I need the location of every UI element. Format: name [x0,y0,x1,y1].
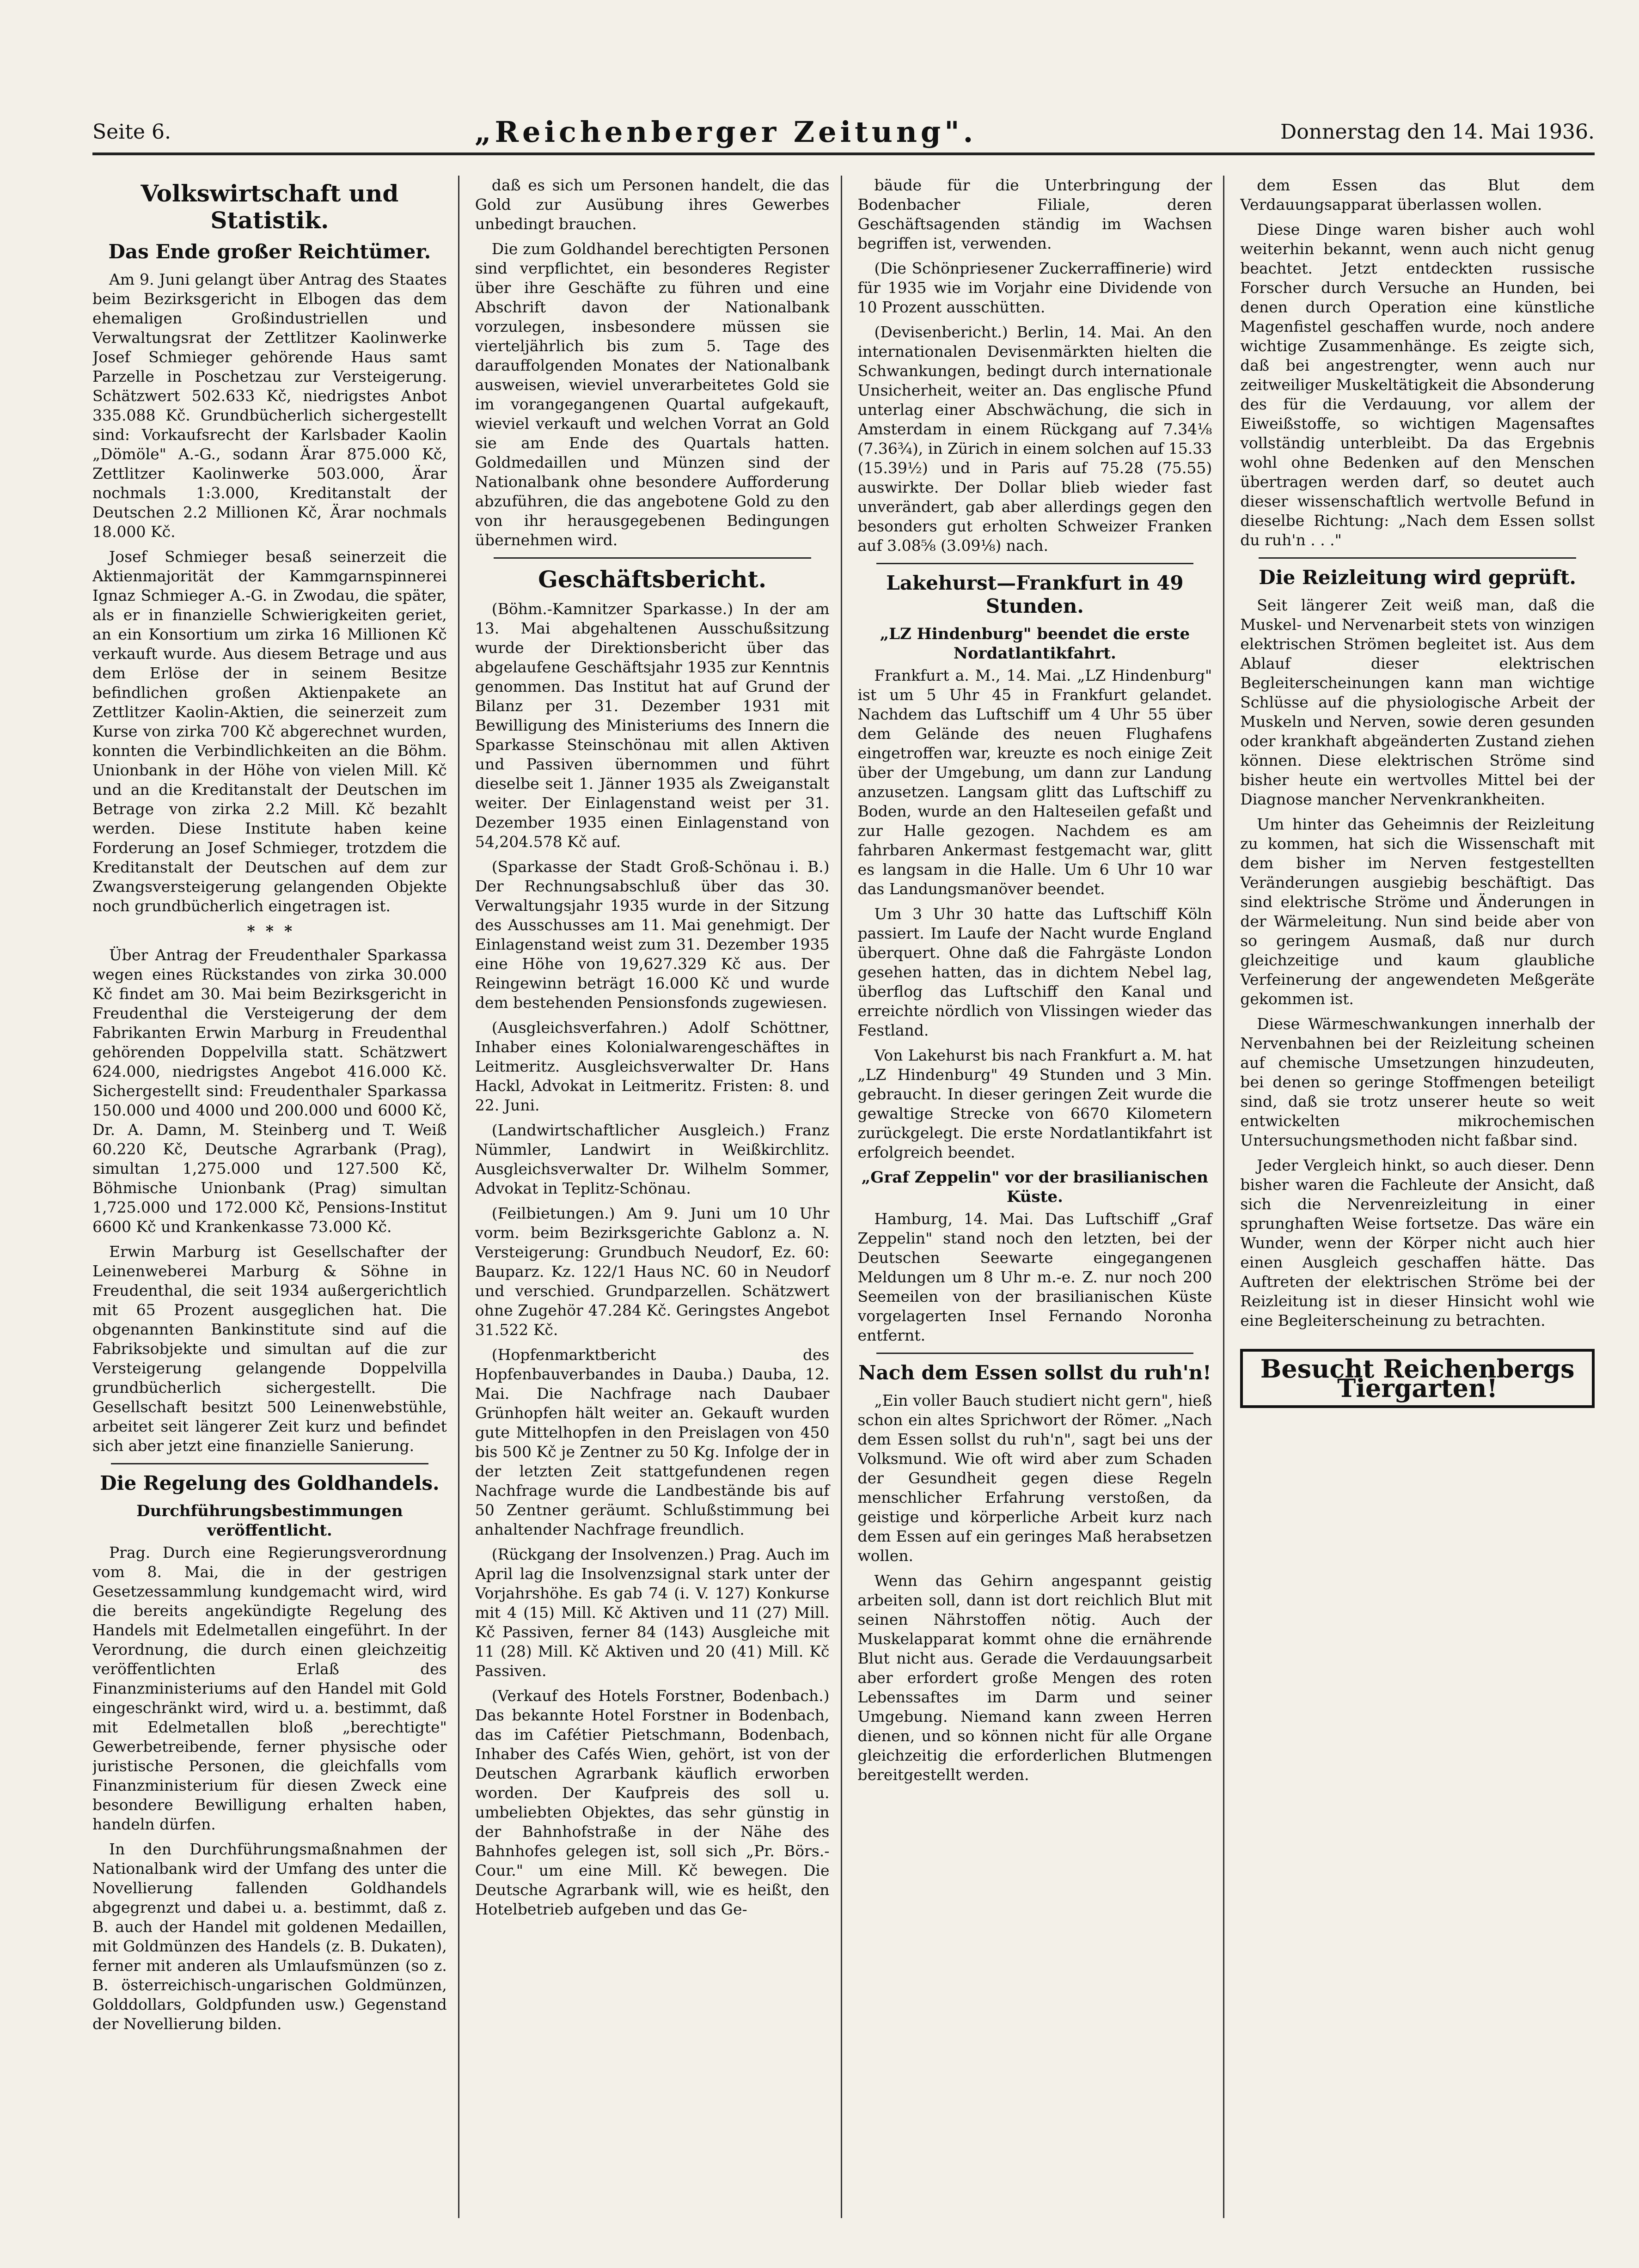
article-paragraph: Frankfurt a. M., 14. Mai. „LZ Hindenburg" ist um 5 Uhr 45 in Frankfurt gelandet. Nachdem das Luftschiff um 4 Uhr 55 über dem Gelände des neuen Flughafens eingetroffen war, kreuzte es noch einige Zeit über der Umgebung, um dann zur Landung anzusetzen. Langsam glitt das Luftschiff zu Boden, wurde an den Halteseilen gefaßt und zur Halle gezogen. Nachdem es am fahrbaren Ankermast festgemacht war, glitt es langsam in die Halle. Um 6 Uhr 10 war das Landungsmanöver beendet. [857,666,1212,898]
divider [1259,557,1576,559]
article-paragraph: Prag. Durch eine Regierungsverordnung vom 8. Mai, die in der gestrigen Gesetzessammlung kundgemacht wird, wird die bereits angekündigte Regelung des Handels mit Edelmetallen eingeführt. In der Verordnung, die durch einen gleichzeitig veröffentlichten Erlaß des Finanzministeriums auf den Handel mit Gold eingeschränkt wird, wird u. a. bestimmt, daß mit Edelmetallen bloß „berechtigte" Gewerbetreibende, ferner physische oder juristische Personen, die gleichfalls vom Finanzministerium für diesen Zweck eine besondere Bewilligung erhalten haben, handeln dürfen. [92,1543,447,1833]
article-paragraph: Über Antrag der Freudenthaler Sparkassa wegen eines Rückstandes von zirka 30.000 Kč findet am 30. Mai beim Bezirksgericht in Freudenthal die Versteigerung der dem Fabrikanten Erwin Marburg in Freudenthal gehörenden Doppelvilla statt. Schätzwert 624.000, niedrigstes Angebot 416.000 Kč. Sichergestellt sind: Freudenthaler Sparkassa 150.000 und 4000 und 200.000 und 6000 Kč, Dr. A. Damn, M. Steinberg und T. Weiß 60.220 Kč, Deutsche Agrarbank (Prag), simultan 1,275.000 und 127.500 Kč, Böhmische Unionbank (Prag) simultan 1,725.000 und 172.000 Kč, Pensions-Institut 6600 Kč und Krankenkasse 73.000 Kč. [92,946,447,1236]
article-paragraph: Von Lakehurst bis nach Frankfurt a. M. hat „LZ Hindenburg" 49 Stunden und 3 Min. gebraucht. In dieser geringen Zeit wurde die gewaltige Strecke von 6670 Kilometern zurückgelegt. Die erste Nordatlantikfahrt ist erfolgreich beendet. [857,1046,1212,1161]
article-paragraph: Um 3 Uhr 30 hatte das Luftschiff Köln passiert. Im Laufe der Nacht wurde England überquert. Ohne daß die Fahrgäste London gesehen hatten, das in dichtem Nebel lag, überflog das Luftschiff den Kanal und erreichte nördlich von Vlissingen wieder das Festland. [857,905,1212,1039]
divider [494,557,811,559]
article-paragraph: bäude für die Unterbringung der Bodenbacher Filiale, deren Geschäftsagenden ständig im Wachsen begriffen ist, verwenden. [857,176,1212,252]
article-paragraph: (Landwirtschaftlicher Ausgleich.) Franz Nümmler, Landwirt in Weißkirchlitz. Ausgleichsverwalter Dr. Wilhelm Sommer, Advokat in Teplitz-Schönau. [475,1121,830,1197]
article-paragraph: Josef Schmieger besaß seinerzeit die Aktienmajorität der Kammgarnspinnerei Ignaz Schmieger A.-G. in Zwodau, die später, als er in finanzielle Schwierigkeiten geriet, an ein Konsortium um zirka 16 Millionen Kč verkauft wurde. Aus diesem Betrage und aus dem Erlöse der in seinem Besitze befindlichen großen Aktienpakete an Zettlitzer Kaolin-Aktien, die seinerzeit zum Kurse von zirka 700 Kč abgerechnet wurden, konnten die Verbindlichkeiten an die Böhm. Unionbank in der Höhe von vielen Mill. Kč und an die Kreditanstalt der Deutschen im Betrage von zirka 2.2 Mill. Kč bezahlt werden. Diese Institute haben keine Forderung an Josef Schmieger, trotzdem die Kreditanstalt der Deutschen auf dem zur Zwangsversteigerung gelangenden Objekte noch grundbücherlich eingetragen ist. [92,548,447,915]
section-divider: * * * [247,922,293,940]
article-paragraph: Um hinter das Geheimnis der Reizleitung zu kommen, hat sich die Wissenschaft mit dem bisher im Nerven festgestellten Veränderungen ausgiebig beschäftigt. Das sind elektrische Ströme und Änderungen in der Wärmeleitung. Nun sind beide aber von so geringem Ausmaß, daß nur durch gleichzeitige und kaum glaubliche Verfeinerung der angewendeten Meßgeräte gekommen ist. [1240,815,1595,1008]
divider [876,1353,1194,1354]
article-paragraph: Seit längerer Zeit weiß man, daß die Muskel- und Nervenarbeit stets von winzigen elektrischen Strömen begleitet ist. Aus dem Ablauf dieser elektrischen Begleiterscheinungen kann man wichtige Schlüsse auf die physiologische Arbeit der Muskeln und Nerven, sowie deren gesunden oder krankhaft abgeänderten Zustand ziehen können. Diese elektrischen Ströme sind bisher heute ein wertvolles Mittel bei der Diagnose mancher Nervenkrankheiten. [1240,596,1595,808]
article-title: Geschäftsbericht. [538,566,767,593]
columns [92,176,1595,2218]
column-3 [858,176,1225,2218]
article-paragraph: Die zum Goldhandel berechtigten Personen sind verpflichtet, ein besonderes Register über ihre Geschäfte zu führen und eine Abschrift davon der Nationalbank vorzulegen, insbesondere müssen sie vierteljährlich bis zum 5. Tage des darauffolgenden Monates der Nationalbank ausweisen, wieviel unverarbeitetes Gold sie im vorangegangenen Quartal aufgekauft, wieviel verkauft und welchen Vorrat an Gold sie am Ende des Quartals hatten. Goldmedaillen und Münzen sind der Nationalbank ohne besondere Aufforderung abzuführen, die das angebotene Gold zu den von ihr herausgegebenen Bedingungen übernehmen wird. [475,240,830,549]
article-paragraph: (Böhm.-Kamnitzer Sparkasse.) In der am 13. Mai abgehaltenen Ausschußsitzung wurde der Direktionsbericht über das abgelaufene Geschäftsjahr 1935 zur Kenntnis genommen. Das Institut hat auf Grund der Bilanz per 31. Dezember 1931 mit Bewilligung des Ministeriums des Innern die Sparkasse Steinschönau mit allen Aktiven und Passiven übernommen und führt dieselbe seit 1. Jänner 1935 als Zweiganstalt weiter. Der Einlagenstand weist per 31. Dezember 1935 einen Einlagenstand von 54,204.578 Kč auf. [475,600,830,851]
issue-date: Donnerstag den 14. Mai 1936. [1280,120,1595,144]
article-subtitle: „LZ Hindenburg" beendet die erste Nordatlantikfahrt. [880,625,1190,663]
advertisement-banner: Besucht Reichenbergs Tiergarten! [1240,1349,1595,1408]
column-2 [475,176,842,2218]
article-paragraph: Wenn das Gehirn angespannt geistig arbeiten soll, dann ist dort reichlich Blut mit seinen Nährstoffen nötig. Auch der Muskelapparat kommt ohne die ernährende Blut nicht aus. Gerade die Verdauungsarbeit aber erfordert große Mengen des roten Lebenssaftes im Darm und seiner Umgebung. Niemand kann zween Herren dienen, und so können nicht für alle Organe gleichzeitig die erforderlichen Blutmengen bereitgestellt werden. [857,1572,1212,1784]
article-paragraph: Diese Dinge waren bisher auch wohl weiterhin bekannt, wenn auch nicht genug beachtet. Jetzt entdeckten russische Forscher durch Versuche an Hunden, bei denen durch Operation eine künstliche Magenfistel geschaffen wurde, noch andere wichtige Zusammenhänge. Es zeigte sich, daß bei angestrengter, wenn auch nur zeitweiliger Muskeltätigkeit die Absonderung des für die Verdauung, vor allem der Eiweißstoffe, so wichtigen Magensaftes vollständig unterbleibt. Da das Ergebnis wohl ohne Bedenken auf den Menschen übertragen werden darf, so deutet auch dieser wissenschaftlich wertvolle Befund in dieselbe Richtung: „Nach dem Essen sollst du ruh'n . . ." [1240,220,1595,549]
article-paragraph: Am 9. Juni gelangt über Antrag des Staates beim Bezirksgericht in Elbogen das dem ehemaligen Großindustriellen und Verwaltungsrat der Zettlitzer Kaolinwerke Josef Schmieger gehörende Haus samt Parzelle in Poschetzau zur Versteigerung. Schätzwert 502.633 Kč, niedrigstes Anbot 335.088 Kč. Grundbücherlich sichergestellt sind: Vorkaufsrecht der Karlsbader Kaolin „Dömöle" A.-G., sodann Ärar 875.000 Kč, Zettlitzer Kaolinwerke 503.000, Ärar nochmals 1:3.000, Kreditanstalt der Deutschen 2.2 Millionen Kč, Ärar nochmals 18.000 Kč. [92,270,447,541]
divider [876,563,1194,564]
newspaper-title: „Reichenberger Zeitung". [474,115,977,149]
article-subtitle: Durchführungsbestimmungen veröffentlicht. [136,1502,403,1540]
article-paragraph: Jeder Vergleich hinkt, so auch dieser. Denn bisher waren die Fachleute der Ansicht, daß sich die Nervenreizleitung in einer sprunghaften Weise fortsetze. Das wäre ein Wunder, wenn der Körper nicht auch hier einen Ausgleich geschaffen hätte. Das Auftreten der elektrischen Ströme bei der Reizleitung ist in dieser Hinsicht wohl wie eine Begleiterscheinung zu betrachten. [1240,1156,1595,1329]
article-paragraph: Erwin Marburg ist Gesellschafter der Leinenweberei Marburg & Söhne in Freudenthal, die seit 1934 außergerichtlich mit 65 Prozent ausgeglichen hat. Die obgenannten Bankinstitute sind auf die Fabriksobjekte und simultan auf die zur Versteigerung gelangende Doppelvilla grundbücherlich sichergestellt. Die Gesellschaft besitzt 500 Leinenwebstühle, arbeitet seit längerer Zeit kurz und befindet sich aber jetzt eine finanzielle Sanierung. [92,1243,447,1455]
article-paragraph: (Ausgleichsverfahren.) Adolf Schöttner, Inhaber eines Kolonialwarengeschäftes in Leitmeritz. Ausgleichsverwalter Dr. Hans Hackl, Advokat in Leitmeritz. Fristen: 8. und 22. Juni. [475,1018,830,1114]
article-title: Lakehurst—Frankfurt in 49 Stunden. [886,572,1184,617]
column-1 [92,176,459,2218]
article-title: Die Regelung des Goldhandels. [100,1472,440,1494]
page-header [92,111,1595,155]
article-title: Nach dem Essen sollst du ruh'n! [858,1361,1211,1384]
article-paragraph: daß es sich um Personen handelt, die das Gold zur Ausübung ihres Gewerbes unbedingt brauchen. [475,176,830,233]
article-paragraph: (Feilbietungen.) Am 9. Juni um 10 Uhr vorm. beim Bezirksgerichte Gablonz a. N. Versteigerung: Grundbuch Neudorf, Ez. 60: Bauparz. Kz. 122/1 Haus NC. 60 in Neudorf und verschied. Grundparzellen. Schätzwert ohne Zugehör 47.284 Kč. Geringstes Angebot 31.522 Kč. [475,1204,830,1339]
article-paragraph: (Rückgang der Insolvenzen.) Prag. Auch im April lag die Insolvenzsignal stark unter der Vorjahrshöhe. Es gab 74 (i. V. 127) Konkurse mit 4 (15) Mill. Kč Aktiven und 11 (27) Mill. Kč Passiven, ferner 84 (143) Ausgleiche mit 11 (28) Mill. Kč Aktiven und 20 (41) Mill. Kč Passiven. [475,1545,830,1680]
page-number: Seite 6. [92,120,171,144]
article-paragraph: In den Durchführungsmaßnahmen der Nationalbank wird der Umfang des unter die Novellierung fallenden Goldhandels abgegrenzt und dabei u. a. bestimmt, daß z. B. auch der Handel mit goldenen Medaillen, mit Goldmünzen des Handels (z. B. Dukaten), ferner mit anderen als Umlaufsmünzen (so z. B. österreichisch-ungarischen Goldmünzen, Golddollars, Goldpfunden usw.) Gegenstand der Novellierung bilden. [92,1840,447,2033]
article-title: Die Reizleitung wird geprüft. [1259,566,1576,589]
article-paragraph: Diese Wärmeschwankungen innerhalb der Nervenbahnen bei der Reizleitung scheinen auf chemische Umsetzungen hinzudeuten, bei denen so geringe Stoffmengen beteiligt sind, daß sie trotz unserer heute so weit entwickelten mikrochemischen Untersuchungsmethoden nicht faßbar sind. [1240,1015,1595,1149]
article-title: Das Ende großer Reichtümer. [108,240,431,263]
article-paragraph: (Hopfenmarktbericht des Hopfenbauverbandes in Dauba.) Dauba, 12. Mai. Die Nachfrage nach Daubaer Grünhopfen hält weiter an. Gekauft wurden gute Mittelhopfen in den Preislagen von 450 bis 500 Kč je Zentner zu 50 Kg. Infolge der in der letzten Zeit stattgefundenen regen Nachfrage wurde die Landbestände bis auf 50 Zentner geräumt. Schlußstimmung bei anhaltender Nachfrage freundlich. [475,1346,830,1538]
divider [111,1463,428,1464]
article-paragraph: Hamburg, 14. Mai. Das Luftschiff „Graf Zeppelin" stand noch den letzten, bei der Deutschen Seewarte eingegangenen Meldungen um 8 Uhr m.-e. Z. nur noch 200 Seemeilen von der brasilianischen Küste vorgelagerten Insel Fernando Noronha entfernt. [857,1210,1212,1344]
article-paragraph: (Verkauf des Hotels Forstner, Bodenbach.) Das bekannte Hotel Forstner in Bodenbach, das im Cafétier Pietschmann, Bodenbach, Inhaber des Cafés Wien, gehört, ist von der Deutschen Agrarbank käuflich erworben worden. Der Kaufpreis des soll u. umbeliebten Objektes, das sehr günstig in der Bahnhofstraße in der Nähe des Bahnhofes gelegen ist, soll sich „Pr. Börs.-Cour." um eine Mill. Kč bewegen. Die Deutsche Agrarbank will, wie es heißt, den Hotelbetrieb aufgeben und das Ge- [475,1687,830,1918]
section-title: Volkswirtschaft und Statistik. [141,180,399,234]
article-paragraph: dem Essen das Blut dem Verdauungsapparat überlassen wollen. [1240,176,1595,213]
article-paragraph: (Devisenbericht.) Berlin, 14. Mai. An den internationalen Devisenmärkten hielten die Schwankungen, bedingt durch internationale Unsicherheit, weiter an. Das englische Pfund unterlag einer Abschwächung, die sich in Amsterdam in einem Rückgang auf 7.34⅛ (7.36¾), in Zürich in einem solchen auf 15.33 (15.39½) und in Paris auf 75.28 (75.55) auswirkte. Der Dollar blieb wieder fast unverändert, gab aber allerdings gegen den besonders gut erholten Schweizer Franken auf 3.08⅝ (3.09⅛) nach. [857,323,1212,555]
article-paragraph: (Die Schönpriesener Zuckerraffinerie) wird für 1935 wie im Vorjahr eine Dividende von 10 Prozent ausschütten. [857,259,1212,316]
article-paragraph: „Ein voller Bauch studiert nicht gern", hieß schon ein altes Sprichwort der Römer. „Nach dem Essen sollst du ruh'n", sagt bei uns der Volksmund. Wie oft wird aber zum Schaden der Gesundheit gegen diese Regeln menschlicher Erfahrung verstoßen, da geistige und körperliche Arbeit kurz nach dem Essen auf ein geringes Maß herabsetzen wollen. [857,1391,1212,1565]
article-paragraph: (Sparkasse der Stadt Groß-Schönau i. B.) Der Rechnungsabschluß über das 30. Verwaltungsjahr 1935 wurde in der Sitzung des Ausschusses am 11. Mai genehmigt. Der Einlagenstand weist zum 31. Dezember 1935 eine Höhe von 19,627.329 Kč aus. Der Reingewinn beträgt 16.000 Kč und wurde dem bestehenden Pensionsfonds zugewiesen. [475,858,830,1012]
column-4 [1240,176,1595,2218]
article-subtitle: „Graf Zeppelin" vor der brasilianischen Küste. [861,1168,1208,1206]
